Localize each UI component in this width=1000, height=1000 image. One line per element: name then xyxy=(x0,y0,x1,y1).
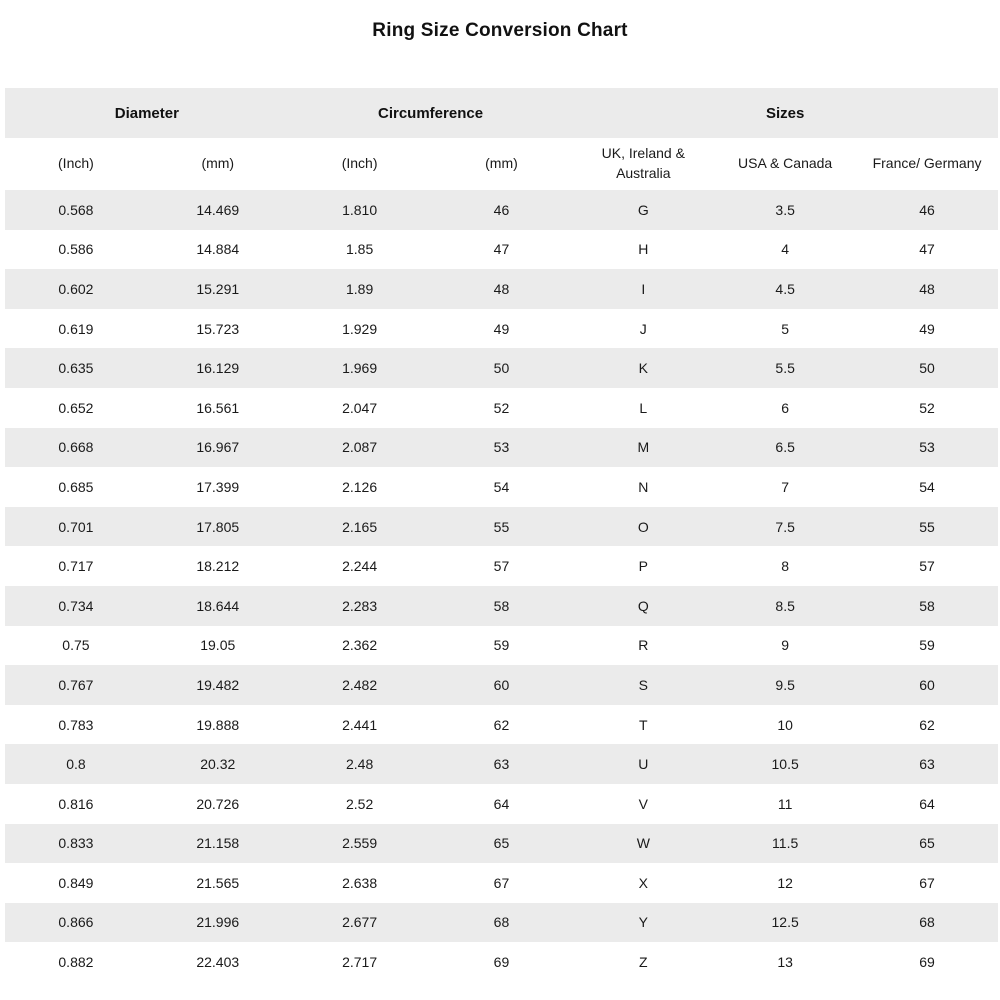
table-cell: 63 xyxy=(493,756,510,773)
table-row xyxy=(5,309,998,349)
table-cell: 0.717 xyxy=(58,558,94,575)
table-cell: 2.559 xyxy=(342,835,378,852)
table-cell: 3.5 xyxy=(775,201,795,218)
table-row xyxy=(5,348,998,388)
table-cell: Y xyxy=(638,914,648,931)
table-cell: 60 xyxy=(919,676,935,693)
table-cell: 57 xyxy=(493,558,510,575)
table-cell: 0.816 xyxy=(58,795,94,812)
table-cell: 15.291 xyxy=(196,280,240,297)
group-header-circumference: Circumference xyxy=(289,88,573,138)
table-header xyxy=(5,88,998,190)
table-cell: 2.126 xyxy=(342,478,378,495)
table-cell: 2.244 xyxy=(342,558,378,575)
table-cell: 0.8 xyxy=(66,756,86,773)
table-cell: 59 xyxy=(919,637,935,654)
table-cell: M xyxy=(637,439,650,456)
table-cell: I xyxy=(641,280,646,297)
table-cell: 17.399 xyxy=(196,478,240,495)
table-cell: 2.283 xyxy=(342,597,378,614)
table-cell: 46 xyxy=(919,201,935,218)
table-cell: N xyxy=(638,478,649,495)
table-cell: 69 xyxy=(919,954,935,971)
table-cell: 59 xyxy=(493,637,510,654)
table-cell: 0.734 xyxy=(58,597,94,614)
column-header-circumference-mm: (mm) xyxy=(431,138,573,190)
column-header-france-germany: France/ Germany xyxy=(856,138,998,190)
table-cell: V xyxy=(638,795,648,812)
table-cell: 68 xyxy=(919,914,935,931)
table-cell: R xyxy=(638,637,649,654)
table-cell: 53 xyxy=(919,439,935,456)
table-cell: 1.810 xyxy=(342,201,378,218)
table-cell: 0.882 xyxy=(58,954,94,971)
table-cell: 21.996 xyxy=(196,914,240,931)
column-header-usa-canada: USA & Canada xyxy=(714,138,856,190)
table-cell: 57 xyxy=(919,558,935,575)
table-cell: W xyxy=(636,835,650,852)
table-cell: 0.602 xyxy=(58,280,94,297)
column-header-uk-ireland-australia: UK, Ireland & Australia xyxy=(572,138,714,190)
group-header-sizes: Sizes xyxy=(572,88,998,138)
table-row xyxy=(5,705,998,745)
table-cell: 54 xyxy=(493,478,510,495)
table-cell: 0.586 xyxy=(58,241,94,258)
table-cell: 58 xyxy=(493,597,510,614)
table-cell: 16.129 xyxy=(196,360,240,377)
table-cell: 0.849 xyxy=(58,874,94,891)
table-cell: G xyxy=(637,201,649,218)
table-cell: 18.212 xyxy=(196,558,240,575)
table-cell: 47 xyxy=(919,241,935,258)
table-cell: 11 xyxy=(777,795,793,812)
table-cell: 65 xyxy=(919,835,935,852)
table-row xyxy=(5,230,998,270)
table-cell: 0.619 xyxy=(58,320,94,337)
group-header-diameter: Diameter xyxy=(5,88,289,138)
table-row xyxy=(5,784,998,824)
table-cell: 15.723 xyxy=(196,320,240,337)
ring-size-conversion-table xyxy=(5,88,998,982)
table-cell: K xyxy=(638,360,648,377)
table-cell: 55 xyxy=(919,518,935,535)
table-cell: 0.635 xyxy=(58,360,94,377)
table-row xyxy=(5,467,998,507)
table-cell: 6.5 xyxy=(775,439,795,456)
table-cell: 47 xyxy=(493,241,510,258)
table-cell: 64 xyxy=(493,795,510,812)
table-cell: 16.967 xyxy=(196,439,240,456)
table-cell: 2.717 xyxy=(342,954,378,971)
table-cell: 0.75 xyxy=(62,637,90,654)
table-cell: 50 xyxy=(919,360,935,377)
table-cell: 1.969 xyxy=(342,360,378,377)
table-cell: 0.701 xyxy=(58,518,94,535)
table-cell: 9.5 xyxy=(775,676,795,693)
table-row xyxy=(5,546,998,586)
table-cell: 11.5 xyxy=(772,835,799,852)
table-cell: 0.783 xyxy=(58,716,94,733)
table-cell: 0.652 xyxy=(58,399,94,416)
table-cell: 50 xyxy=(493,360,510,377)
table-cell: O xyxy=(637,518,649,535)
table-cell: 52 xyxy=(919,399,935,416)
table-cell: 68 xyxy=(493,914,510,931)
table-cell: U xyxy=(638,756,649,773)
table-cell: 2.362 xyxy=(342,637,378,654)
column-header-circumference-inch: (Inch) xyxy=(289,138,431,190)
table-cell: 62 xyxy=(493,716,510,733)
table-cell: 18.644 xyxy=(196,597,240,614)
table-cell: 2.52 xyxy=(345,795,374,812)
table-cell: 2.047 xyxy=(342,399,378,416)
table-cell: 22.403 xyxy=(196,954,240,971)
table-row xyxy=(5,507,998,547)
table-cell: 9 xyxy=(781,637,790,654)
table-cell: S xyxy=(638,676,648,693)
table-cell: 53 xyxy=(493,439,510,456)
table-cell: 14.469 xyxy=(196,201,240,218)
table-cell: Z xyxy=(639,954,648,971)
table-row xyxy=(5,665,998,705)
table-cell: 48 xyxy=(919,280,935,297)
table-cell: T xyxy=(639,716,648,733)
table-cell: 2.165 xyxy=(342,518,378,535)
table-cell: 69 xyxy=(493,954,510,971)
table-cell: 1.929 xyxy=(342,320,378,337)
table-row xyxy=(5,190,998,230)
table-row xyxy=(5,824,998,864)
table-cell: 67 xyxy=(919,874,935,891)
table-cell: 19.05 xyxy=(200,637,236,654)
table-cell: 14.884 xyxy=(196,241,240,258)
table-cell: 65 xyxy=(493,835,510,852)
table-cell: Q xyxy=(637,597,649,614)
table-row xyxy=(5,586,998,626)
table-cell: 2.087 xyxy=(342,439,378,456)
table-cell: 64 xyxy=(919,795,935,812)
table-cell: H xyxy=(638,241,649,258)
page-title: Ring Size Conversion Chart xyxy=(372,20,628,41)
table-row xyxy=(5,863,998,903)
table-cell: 7.5 xyxy=(775,518,795,535)
table-cell: 1.85 xyxy=(345,241,374,258)
table-row xyxy=(5,942,998,982)
group-header-row xyxy=(5,88,998,138)
table-cell: 16.561 xyxy=(196,399,240,416)
table-cell: 2.441 xyxy=(342,716,378,733)
table-cell: 2.638 xyxy=(342,874,378,891)
table-cell: 20.726 xyxy=(196,795,240,812)
table-cell: L xyxy=(639,399,648,416)
table-cell: 19.888 xyxy=(196,716,240,733)
table-cell: 10 xyxy=(777,716,793,733)
table-row xyxy=(5,626,998,666)
table-cell: 2.677 xyxy=(342,914,378,931)
table-cell: 0.866 xyxy=(58,914,94,931)
table-body xyxy=(5,190,998,982)
table-cell: 10.5 xyxy=(771,756,799,773)
table-cell: 2.482 xyxy=(342,676,378,693)
table-cell: 1.89 xyxy=(345,280,374,297)
table-cell: 49 xyxy=(919,320,935,337)
table-row xyxy=(5,428,998,468)
column-header-row xyxy=(5,138,998,190)
table-cell: 0.685 xyxy=(58,478,94,495)
table-cell: 7 xyxy=(781,478,790,495)
table-cell: 58 xyxy=(919,597,935,614)
table-cell: J xyxy=(639,320,647,337)
table-cell: 0.833 xyxy=(58,835,94,852)
table-cell: 52 xyxy=(493,399,510,416)
table-cell: 20.32 xyxy=(200,756,236,773)
table-cell: 21.565 xyxy=(196,874,240,891)
table-cell: 62 xyxy=(919,716,935,733)
table-cell: 46 xyxy=(493,201,510,218)
table-cell: 4.5 xyxy=(775,280,795,297)
table-cell: 5.5 xyxy=(775,360,795,377)
column-header-diameter-mm: (mm) xyxy=(147,138,289,190)
table-cell: 12.5 xyxy=(771,914,799,931)
table-cell: 0.568 xyxy=(58,201,94,218)
table-cell: 21.158 xyxy=(196,835,240,852)
table-row xyxy=(5,388,998,428)
table-cell: 8 xyxy=(781,558,790,575)
table-cell: 4 xyxy=(781,241,790,258)
table-row xyxy=(5,269,998,309)
table-cell: 8.5 xyxy=(775,597,795,614)
table-cell: 48 xyxy=(493,280,510,297)
table-cell: 60 xyxy=(493,676,510,693)
table-cell: 2.48 xyxy=(345,756,374,773)
table-cell: 63 xyxy=(919,756,935,773)
table-cell: 55 xyxy=(493,518,510,535)
table-cell: 5 xyxy=(781,320,790,337)
table-cell: 49 xyxy=(493,320,510,337)
table-cell: 0.668 xyxy=(58,439,94,456)
table-cell: 13 xyxy=(777,954,793,971)
column-header-diameter-inch: (Inch) xyxy=(5,138,147,190)
table-cell: 54 xyxy=(919,478,935,495)
table-cell: X xyxy=(638,874,648,891)
table-cell: 67 xyxy=(493,874,510,891)
table-cell: 6 xyxy=(781,399,790,416)
table-cell: P xyxy=(638,558,648,575)
table-cell: 0.767 xyxy=(58,676,94,693)
table-cell: 17.805 xyxy=(196,518,240,535)
table-row xyxy=(5,744,998,784)
table-cell: 19.482 xyxy=(196,676,240,693)
table-cell: 12 xyxy=(777,874,793,891)
table-row xyxy=(5,903,998,943)
